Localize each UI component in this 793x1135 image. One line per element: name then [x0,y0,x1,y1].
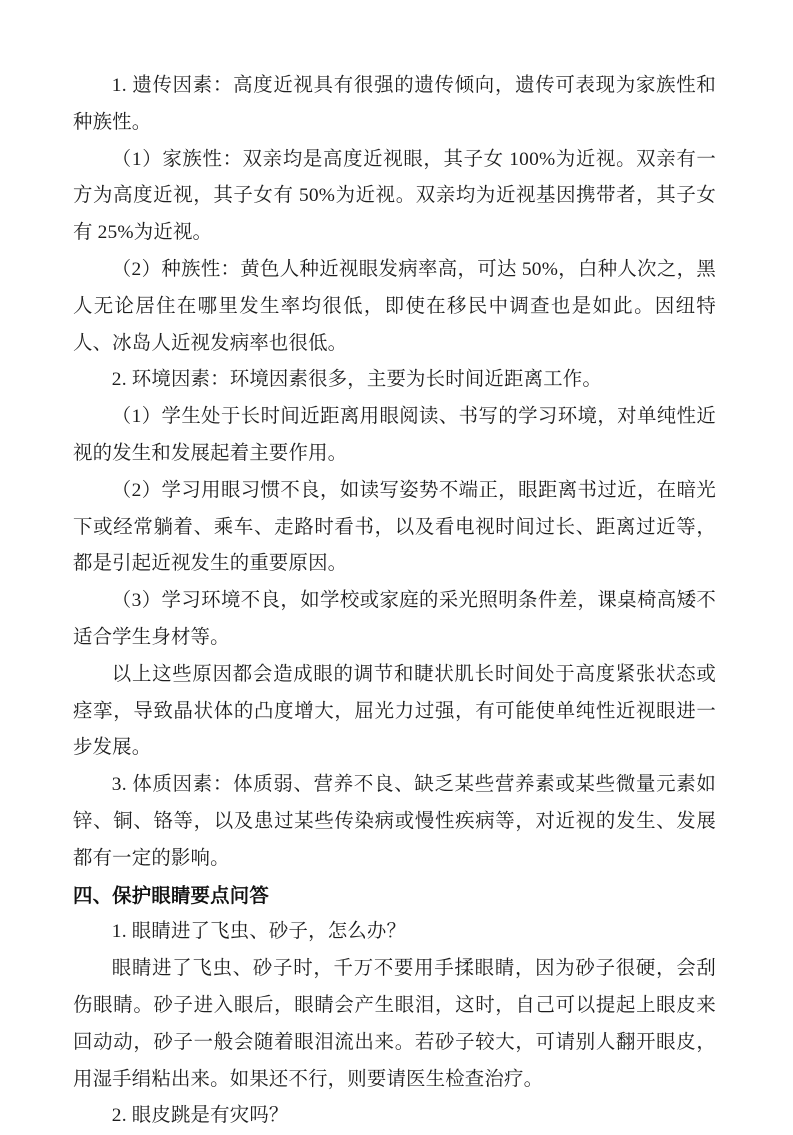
paragraph-constitution-factors: 3. 体质因素：体质弱、营养不良、缺乏某些营养素或某些微量元素如锌、铜、铬等，以及患过某些传染病或慢性疾病等，对近视的发生、发展都有一定的影响。 [73,774,716,869]
document-body [73,68,716,1135]
paragraph-study-environment-2: （3）学习环境不良，如学校或家庭的采光照明条件差，课桌椅高矮不适合学生身材等。 [73,590,716,648]
paragraph-study-environment-1: （1）学生处于长时间近距离用眼阅读、书写的学习环境，对单纯性近视的发生和发展起着主要作用。 [73,406,716,464]
paragraph-question-2: 2. 眼皮跳是有灾吗？ [111,1105,289,1127]
paragraph-study-habits: （2）学习用眼习惯不良，如读写姿势不端正，眼距离书过近，在暗光下或经常躺着、乘车、走路时看书，以及看电视时间过长、距离过近等，都是引起近视发生的重要原因。 [73,479,716,575]
paragraph-genetic-factors: 1. 遗传因素：高度近视具有很强的遗传倾向，遗传可表现为家族性和种族性。 [73,75,716,133]
paragraph-ethnic: （2）种族性：黄色人种近视眼发病率高，可达 50%，白种人次之，黑人无论居住在哪里发生率均很低，即使在移民中调查也是如此。因纽特人、冰岛人近视发病率也很低。 [73,258,716,354]
section-heading-eye-protection-qa: 四、保护眼睛要点问答 [73,884,269,907]
paragraph-familial: （1）家族性：双亲均是高度近视眼，其子女 100%为近视。双亲有一方为高度近视，其子女有 50%为近视。双亲均为近视基因携带者，其子女有 25%为近视。 [73,148,716,244]
paragraph-answer-1: 眼睛进了飞虫、砂子时，千万不要用手揉眼睛，因为砂子很硬，会刮伤眼睛。砂子进入眼后，眼睛会产生眼泪，这时，自己可以提起上眼皮来回动动，砂子一般会随着眼泪流出来。若砂子较大，可请别人翻开眼皮，用湿手绢粘出来。如果还不行，则要请医生检查治疗。 [73,958,716,1090]
paragraph-environment-factors: 2. 环境因素：环境因素很多，主要为长时间近距离工作。 [111,369,602,391]
paragraph-question-1: 1. 眼睛进了飞虫、砂子，怎么办？ [111,921,407,943]
paragraph-summary-causes: 以上这些原因都会造成眼的调节和睫状肌长时间处于高度紧张状态或痉挛，导致晶状体的凸度增大，屈光力过强，有可能使单纯性近视眼进一步发展。 [73,663,716,759]
